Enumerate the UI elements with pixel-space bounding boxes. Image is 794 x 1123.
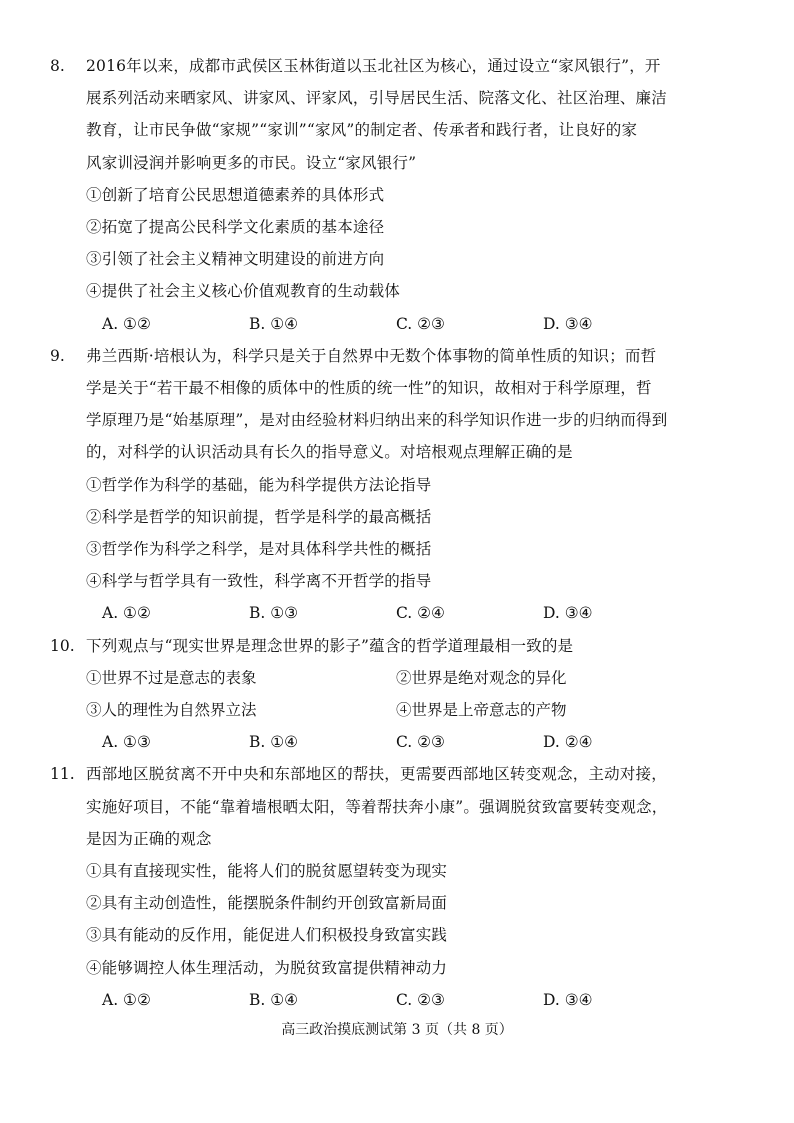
option-c: C. ②④	[396, 604, 445, 623]
question-stem-line: 西部地区脱贫离不开中央和东部地区的帮扶，更需要西部地区转变观念，主动对接，	[86, 765, 667, 784]
question-stem-line: 展系列活动来晒家风、讲家风、评家风，引导居民生活、院落文化、社区治理、廉洁	[86, 89, 667, 108]
statement: ④提供了社会主义核心价值观教育的生动载体	[86, 282, 401, 301]
question-number: 8.	[50, 57, 65, 75]
statement: ①世界不过是意志的表象	[86, 668, 257, 687]
option-d: D. ③④	[543, 314, 593, 333]
statement: ②世界是绝对观念的异化	[396, 668, 567, 687]
answer-options	[50, 597, 698, 629]
option-c: C. ②③	[396, 314, 445, 333]
question-stem-line: 教育，让市民争做“家规”“家训”“家风”的制定者、传承者和践行者，让良好的家	[86, 121, 638, 140]
page-footer: 高三政治摸底测试第 3 页（共 8 页）	[281, 1022, 513, 1038]
question-9	[50, 340, 698, 630]
statement-grid	[50, 662, 698, 726]
statement: ④世界是上帝意志的产物	[396, 701, 567, 720]
question-stem-line: 弗兰西斯·培根认为，科学只是关于自然界中无数个体事物的简单性质的知识；而哲	[86, 346, 657, 365]
question-11	[50, 758, 698, 1016]
statement: ②拓宽了提高公民科学文化素质的基本途径	[86, 218, 385, 237]
option-b: B. ①③	[249, 604, 299, 623]
statement: ④能够调控人体生理活动，为脱贫致富提供精神动力	[86, 958, 448, 977]
question-number: 11.	[50, 765, 75, 784]
option-b: B. ①④	[249, 314, 299, 333]
option-d: D. ③④	[543, 604, 593, 623]
statement: ②科学是哲学的知识前提，哲学是科学的最高概括	[86, 507, 432, 526]
option-b: B. ①④	[249, 990, 299, 1009]
statement: ③具有能动的反作用，能促进人们积极投身致富实践	[86, 926, 448, 945]
option-a: A. ①②	[102, 990, 151, 1009]
option-c: C. ②③	[396, 733, 445, 752]
question-stem-line: 学是关于“若干最不相像的质体中的性质的统一性”的知识，故相对于科学原理，哲	[86, 379, 652, 398]
question-stem-line: 的，对科学的认识活动具有长久的指导意义。对培根观点理解正确的是	[86, 443, 573, 462]
option-a: A. ①②	[102, 314, 151, 333]
option-d: D. ③④	[543, 990, 593, 1009]
question-stem-line: 学原理乃是“始基原理”，是对由经验材料归纳出来的科学知识作进一步的归纳而得到	[86, 411, 668, 430]
question-stem-line: 下列观点与“现实世界是理念世界的影子”蕴含的哲学道理最相一致的是	[86, 636, 574, 655]
answer-options	[50, 308, 698, 340]
option-b: B. ①④	[249, 733, 299, 752]
statement: ②具有主动创造性，能摆脱条件制约开创致富新局面	[86, 894, 448, 913]
option-c: C. ②③	[396, 990, 445, 1009]
statement: ③哲学作为科学之科学，是对具体科学共性的概括	[86, 540, 432, 559]
question-10	[50, 630, 698, 759]
question-stem-line: 是因为正确的观念	[86, 829, 212, 848]
answer-options	[50, 726, 698, 758]
statement: ①具有直接现实性，能将人们的脱贫愿望转变为现实	[86, 862, 448, 881]
question-stem-line: 2016年以来，成都市武侯区玉林街道以玉北社区为核心，通过设立“家风银行”，开	[86, 57, 661, 75]
question-number: 10.	[50, 636, 75, 655]
answer-options	[50, 984, 698, 1016]
statement: ④科学与哲学具有一致性，科学离不开哲学的指导	[86, 572, 432, 591]
statement: ①哲学作为科学的基础，能为科学提供方法论指导	[86, 475, 432, 494]
question-stem-line: 风家训浸润并影响更多的市民。设立“家风银行”	[86, 153, 417, 172]
statement: ①创新了培育公民思想道德素养的具体形式	[86, 185, 385, 204]
option-d: D. ②④	[543, 733, 593, 752]
question-stem-line: 实施好项目，不能“靠着墙根晒太阳，等着帮扶奔小康”。强调脱贫致富要转变观念，	[86, 797, 668, 816]
question-number: 9.	[50, 346, 65, 365]
statement: ③人的理性为自然界立法	[86, 701, 257, 720]
statement: ③引领了社会主义精神文明建设的前进方向	[86, 250, 385, 269]
option-a: A. ①②	[102, 604, 151, 623]
option-a: A. ①③	[102, 733, 151, 752]
question-8	[50, 50, 698, 340]
